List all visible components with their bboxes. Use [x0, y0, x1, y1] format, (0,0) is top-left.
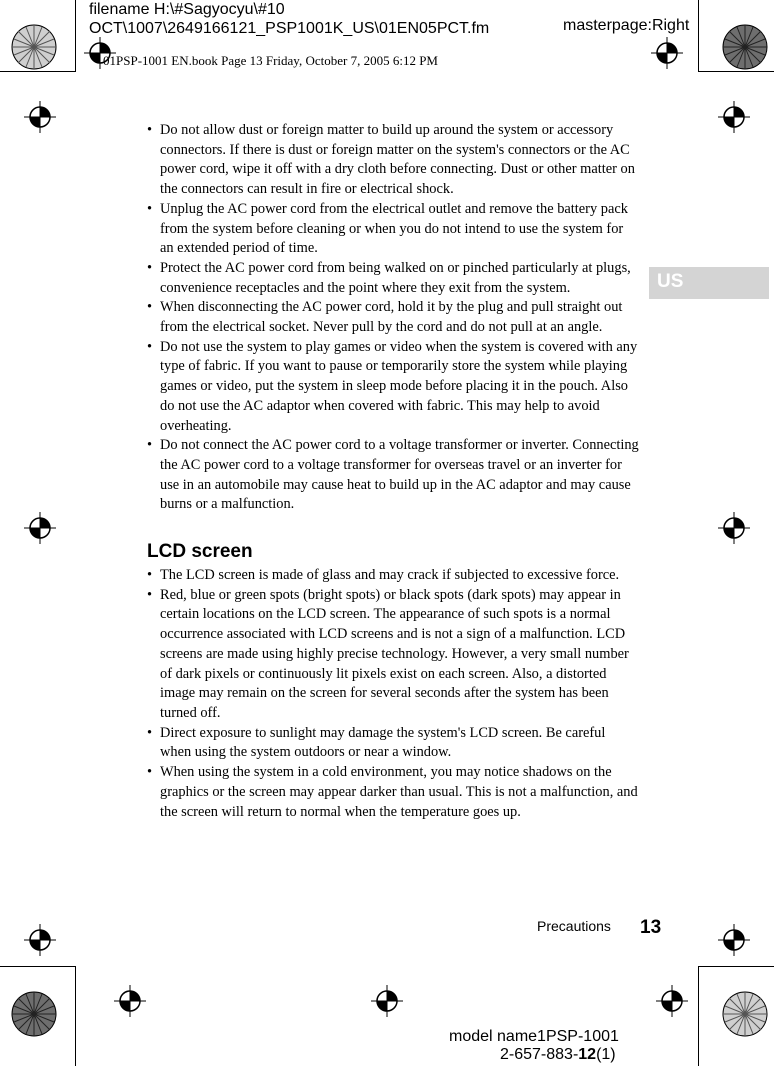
list-item: • Protect the AC power cord from being walked on or pinched particularly at plugs, convenience receptacles and the point where they exit from the system. — [147, 259, 639, 298]
registration-mark-icon — [24, 101, 56, 133]
part-number-suffix: (1) — [596, 1046, 616, 1063]
star-target-icon — [11, 991, 57, 1037]
language-side-tab — [649, 267, 769, 299]
list-item: • Red, blue or green spots (bright spots) or black spots (dark spots) may appear in certain locations on the LCD screen. The appearance of such spots is a normal occurrence associated with LCD screens and is not a sign of a malfunction. LCD screens are made using highly precise technology. However, a very small number of dark pixels or continuously lit pixels exist on each screen. Also, a distorted image may remain on the screen for several seconds after the system has been turned off. — [147, 586, 639, 724]
part-number-line — [500, 1046, 616, 1064]
page-body — [147, 121, 639, 822]
registration-mark-icon — [24, 512, 56, 544]
filename-line-1: filename H:\#Sagyocyu\#10 — [89, 1, 285, 18]
lcd-screen-list — [147, 566, 639, 822]
star-target-icon — [11, 24, 57, 70]
precautions-list — [147, 121, 639, 515]
part-number-bold: 12 — [578, 1046, 597, 1063]
list-item: • When using the system in a cold environment, you may notice shadows on the graphics or the screen may appear darker than usual. This is not a malfunction, and the screen will return to normal when the temperature goes up. — [147, 763, 639, 822]
list-item: • Unplug the AC power cord from the electrical outlet and remove the battery pack from the system before cleaning or when you do not intend to use the system for an extended period of time. — [147, 200, 639, 259]
list-item: • When disconnecting the AC power cord, hold it by the plug and pull straight out from the electrical socket. Never pull by the cord and do not pull at an angle. — [147, 298, 639, 337]
list-item: • Do not use the system to play games or video when the system is covered with any type of fabric. If you want to pause or temporarily store the system while playing games or video, put the system in sleep mode before placing it in the pouch. Also do not use the AC adaptor when covered with fabric. This may help to avoid overheating. — [147, 338, 639, 437]
list-item: • The LCD screen is made of glass and may crack if subjected to excessive force. — [147, 566, 639, 586]
registration-mark-icon — [84, 37, 116, 69]
registration-mark-icon — [114, 985, 146, 1017]
masterpage-label: masterpage:Right — [563, 17, 690, 34]
star-target-icon — [722, 24, 768, 70]
registration-mark-icon — [718, 512, 750, 544]
model-name-line: model name1PSP-1001 — [449, 1028, 619, 1045]
list-item: • Do not connect the AC power cord to a voltage transformer or inverter. Connecting the AC power cord to a voltage transformer for overseas travel or an inverter for use in an automobile may cause heat to build up in the AC adaptor and may cause burns or a malfunction. — [147, 436, 639, 515]
language-tab-label: US — [657, 271, 684, 292]
star-target-icon — [722, 991, 768, 1037]
registration-mark-icon — [656, 985, 688, 1017]
footer-section-name: Precautions — [537, 918, 611, 934]
registration-mark-icon — [24, 924, 56, 956]
registration-mark-icon — [718, 101, 750, 133]
registration-mark-icon — [371, 985, 403, 1017]
registration-mark-icon — [718, 924, 750, 956]
filename-line-2: OCT\1007\2649166121_PSP1001K_US\01EN05PCT.fm — [89, 20, 490, 37]
section-heading-lcd-screen: LCD screen — [147, 541, 253, 563]
book-info-line: 01PSP-1001 EN.book Page 13 Friday, October 7, 2005 6:12 PM — [103, 53, 438, 68]
registration-mark-icon — [651, 37, 683, 69]
page-number: 13 — [640, 917, 662, 938]
part-number-prefix: 2-657-883- — [500, 1046, 579, 1063]
list-item: • Do not allow dust or foreign matter to build up around the system or accessory connectors. If there is dust or foreign matter on the system's connectors or the AC power cord, wipe it off with a dry cloth before connecting. Dust or other matter on the connectors can result in fire or electrical shock. — [147, 121, 639, 200]
list-item: • Direct exposure to sunlight may damage the system's LCD screen. Be careful when using the system outdoors or near a window. — [147, 724, 639, 763]
